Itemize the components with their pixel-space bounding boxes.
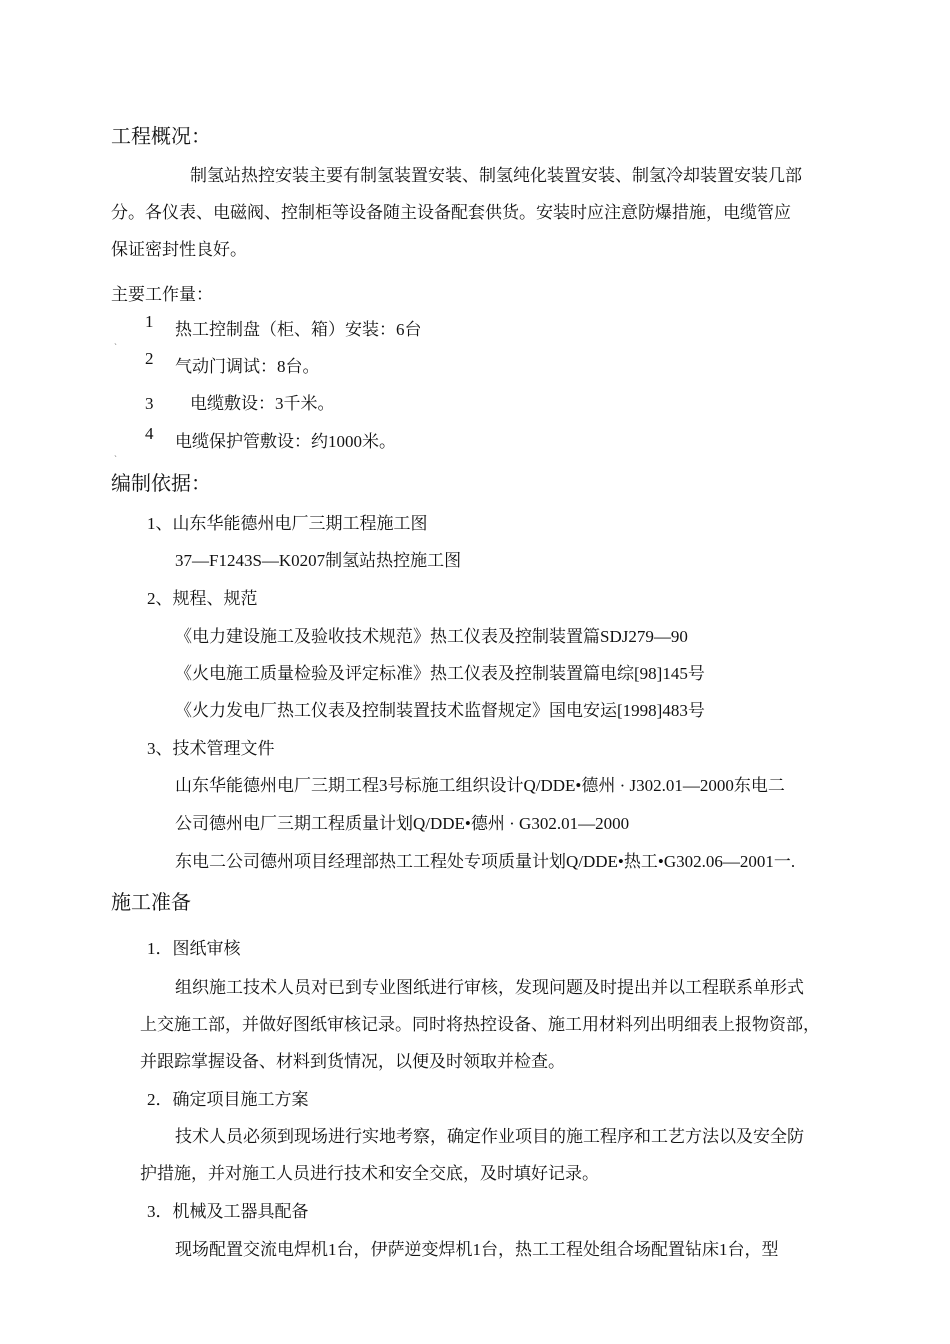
- basis-line: 《火电施工质量检验及评定标准》热工仪表及控制装置篇电综[98]145号: [175, 664, 705, 683]
- basis-line: 东电二公司德州项目经理部热工工程处专项质量计划Q/DDE•热工•G302.06—2001一.: [175, 852, 796, 871]
- workload-item-text: 气动门调试：8台。: [175, 357, 320, 376]
- basis-line: 公司德州电厂三期工程质量计划Q/DDE•德州 · G302.01—2000: [175, 814, 630, 833]
- basis-line: 山东华能德州电厂三期工程3号标施工组织设计Q/DDE•德州 · J302.01—2000东电二: [175, 776, 785, 795]
- workload-item-number: 2: [145, 349, 154, 368]
- workload-item-number: 1: [145, 312, 154, 331]
- workload-heading: 主要工作量：: [111, 285, 213, 304]
- workload-item-text: 电缆保护管敷设：约1000米。: [175, 432, 396, 451]
- workload-item-number: 4: [145, 424, 154, 443]
- overview-paragraph-line: 制氢站热控安装主要有制氢装置安装、制氢纯化装置安装、制氢冷却装置安装几部: [190, 166, 802, 185]
- workload-item-text: 电缆敷设：3千米。: [190, 394, 335, 413]
- stray-mark: `: [114, 342, 117, 352]
- basis-line: 1、山东华能德州电厂三期工程施工图: [147, 514, 428, 533]
- overview-paragraph-line: 保证密封性良好。: [111, 240, 247, 259]
- prep-line: 2．确定项目施工方案: [147, 1090, 309, 1109]
- prep-heading: 施工准备: [111, 892, 191, 914]
- basis-line: 2、规程、规范: [147, 589, 258, 608]
- overview-paragraph-line: 分。各仪表、电磁阀、控制柜等设备随主设备配套供货。安装时应注意防爆措施，电缆管应: [111, 203, 791, 222]
- prep-line: 技术人员必须到现场进行实地考察，确定作业项目的施工程序和工艺方法以及安全防: [175, 1127, 804, 1146]
- overview-heading: 工程概况：: [111, 126, 211, 148]
- basis-heading: 编制依据：: [111, 473, 211, 495]
- prep-line: 现场配置交流电焊机1台，伊萨逆变焊机1台，热工工程处组合场配置钻床1台，型: [175, 1240, 779, 1259]
- workload-item-text: 热工控制盘（柜、箱）安装：6台: [175, 320, 422, 339]
- basis-line: 《火力发电厂热工仪表及控制装置技术监督规定》国电安运[1998]483号: [175, 701, 705, 720]
- basis-line: 3、技术管理文件: [147, 739, 275, 758]
- workload-item-number: 3: [145, 394, 154, 413]
- prep-line: 组织施工技术人员对已到专业图纸进行审核，发现问题及时提出并以工程联系单形式: [175, 978, 804, 997]
- prep-line: 1．图纸审核: [147, 939, 241, 958]
- prep-line: 护措施，并对施工人员进行技术和安全交底，及时填好记录。: [140, 1164, 599, 1183]
- prep-line: 3．机械及工器具配备: [147, 1202, 309, 1221]
- prep-line: 上交施工部，并做好图纸审核记录。同时将热控设备、施工用材料列出明细表上报物资部，: [140, 1015, 820, 1034]
- basis-line: 37—F1243S—K0207制氢站热控施工图: [175, 551, 462, 570]
- prep-line: 并跟踪掌握设备、材料到货情况，以便及时领取并检查。: [140, 1052, 565, 1071]
- basis-line: 《电力建设施工及验收技术规范》热工仪表及控制装置篇SDJ279—90: [175, 627, 688, 646]
- stray-mark: `: [114, 454, 117, 464]
